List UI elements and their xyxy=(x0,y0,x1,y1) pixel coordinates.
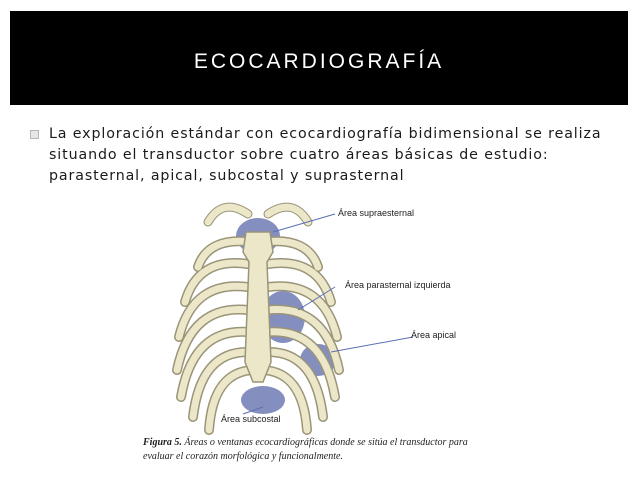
label-apical: Área apical xyxy=(411,330,457,340)
figure-caption xyxy=(143,436,493,464)
caption-prefix: Figura 5. xyxy=(143,437,182,448)
square-bullet-icon xyxy=(30,130,39,139)
label-parasternal: Área parasternal izquierda xyxy=(345,280,451,290)
slide-title: ECOCARDIOGRAFÍA xyxy=(193,50,445,73)
ribcage-figure xyxy=(113,192,499,471)
label-suprasternal: Área supraesternal xyxy=(338,208,415,218)
subcostal-window xyxy=(241,386,285,414)
caption-text: Áreas o ventanas ecocardiográficas donde se sitúa el transductor para evaluar el corazón morfológica y funcionalmente. xyxy=(143,437,468,462)
bullet-text: La exploración estándar con ecocardiografía bidimensional se realiza situando el transductor sobre cuatro áreas básicas de estudio: parasternal, apical, subcostal y suprasternal xyxy=(49,126,602,184)
title-bar xyxy=(10,11,628,105)
bullet-item xyxy=(30,124,615,187)
label-subcostal: Área subcostal xyxy=(221,414,281,424)
